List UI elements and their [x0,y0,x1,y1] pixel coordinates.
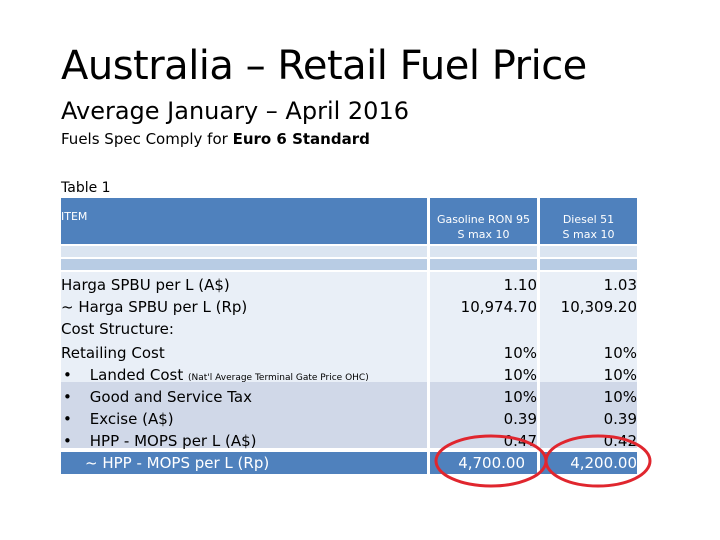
row-col2-value: 4,200.00 [570,454,637,472]
header-col2-line2: S max 10 [562,228,615,241]
row-label-text: Excise (A$) [89,410,174,428]
row-col1-value: 10% [503,344,537,362]
table-caption: Table 1 [61,180,111,196]
header-col1-line1: Gasoline RON 95 [436,213,531,226]
row-label: Cost Structure: [61,320,174,338]
highlight-ellipse-col2 [546,436,650,486]
page-subtitle: Average January – April 2016 [61,97,409,125]
row-label-text: Landed Cost [89,366,184,384]
row-col1-value: 10% [503,388,537,406]
spec-bold: Euro 6 Standard [232,130,370,148]
row-col2-value: 1.03 [603,276,637,294]
row-col2-value: 0.42 [603,432,637,450]
highlight-ellipse-col1 [436,436,546,486]
row-col1-value: 1.10 [503,276,537,294]
row-col1-value: 10,974.70 [460,298,537,316]
row-col1-value: 0.47 [503,432,537,450]
spec-prefix: Fuels Spec Comply for [61,130,233,148]
row-label-note: (Nat'l Average Terminal Gate Price OHC) [188,373,369,383]
bullet-icon: • [63,388,72,406]
row-label: Harga SPBU per L (A$) [61,276,230,294]
row-label-text: HPP - MOPS per L (A$) [89,432,257,450]
bullet-icon: • [63,432,72,450]
row-label-hpp-rp: ~ HPP - MOPS per L (Rp) [85,454,270,472]
header-col2-line1: Diesel 51 [562,213,615,226]
row-col1-value: 10% [503,366,537,384]
header-item-label: ITEM [61,210,88,223]
row-col2-value: 10% [603,366,637,384]
row-label: ~ Harga SPBU per L (Rp) [61,298,248,316]
page-title: Australia – Retail Fuel Price [61,43,587,89]
row-label: Retailing Cost [61,344,165,362]
row-col1-value: 0.39 [503,410,537,428]
row-col2-value: 10% [603,344,637,362]
bullet-icon: • [63,366,72,384]
row-col2-value: 10,309.20 [560,298,637,316]
row-col2-value: 10% [603,388,637,406]
row-col1-value: 4,700.00 [458,454,525,472]
header-col1-line2: S max 10 [457,228,510,241]
bullet-icon: • [63,410,72,428]
row-label-text: Good and Service Tax [89,388,252,406]
row-col2-value: 0.39 [603,410,637,428]
